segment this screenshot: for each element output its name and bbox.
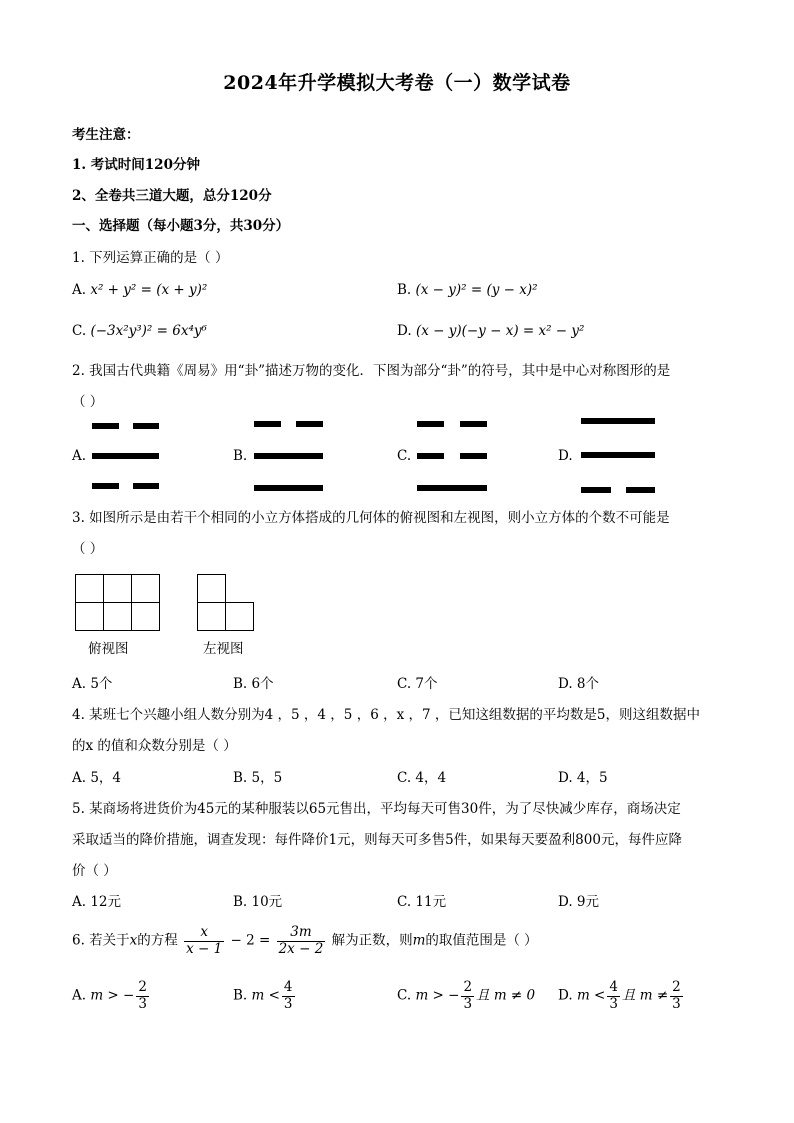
q1-c-label: C.: [72, 323, 87, 339]
q6-var-x: x: [129, 932, 138, 949]
q6-fraction-1: $\frac{x}{x - 1}$: [186, 924, 223, 957]
q2-label-d: D.: [558, 448, 573, 464]
notice-item-1: 1. 考试时间120分钟: [72, 157, 200, 173]
q3-top-view-caption: 俯视图: [88, 641, 129, 657]
q6-mid: 的方程: [137, 932, 178, 949]
q6-b-fraction: $\frac{4}{3}$: [283, 979, 293, 1012]
q5-stem-3: 价（ ）: [72, 863, 117, 879]
q6-var-m: m: [412, 932, 426, 949]
q6-fraction-2: $\frac{3m}{2x - 2}$: [278, 924, 324, 957]
q6-option-a: A. m > − $\frac{2}{3}$: [72, 979, 147, 1012]
section-heading: 一、选择题（每小题3分，共30分）: [72, 218, 290, 234]
page-title: 2024年升学模拟大考卷（一）数学试卷: [223, 72, 571, 94]
q2-paren: （ ）: [72, 394, 104, 410]
q1-stem: 1. 下列运算正确的是（ ）: [72, 250, 229, 266]
q2-label-c: C.: [397, 448, 412, 464]
notice-heading: 考生注意：: [72, 127, 140, 143]
q1-option-b: [397, 282, 538, 298]
q4-option-a: A. 5，4: [72, 770, 122, 786]
q6-option-c: C. m > − $\frac{2}{3}$ 且 m ≠ 0: [397, 979, 536, 1012]
q3-left-view-caption: 左视图: [203, 641, 244, 657]
q3-option-d: D. 8个: [558, 676, 600, 692]
q1-option-d: [397, 323, 584, 339]
q1-a-formula: x² + y² = (x + y)²: [90, 282, 208, 298]
q4-stem: 4. 某班七个兴趣小组人数分别为4 ，5 ，4 ，5 ，6 ，x ，7 ，已知这组数据的平均数是5，则这组数据中: [72, 707, 700, 723]
q6-option-d: D. m < $\frac{4}{3}$ 且 m ≠ $\frac{2}{3}$: [558, 979, 681, 1012]
q5-stem: 5. 某商场将进货价为45元的某种服装以65元售出，平均每天可售30件，为了尽快减少库存，商场决定: [72, 801, 681, 817]
q4-option-d: D. 4，5: [558, 770, 608, 786]
q3-option-b: B. 6个: [233, 676, 274, 692]
q1-option-c: [72, 323, 207, 339]
q2-label-a: A.: [72, 448, 87, 464]
q6-post-2: 的取值范围是（ ）: [425, 932, 538, 949]
q4-option-c: C. 4，4: [397, 770, 447, 786]
q5-option-b: B. 10元: [233, 894, 283, 910]
notice-item-2: 2、全卷共三道大题，总分120分: [72, 188, 272, 204]
q5-option-c: C. 11元: [397, 894, 447, 910]
q1-d-formula: (x − y)(−y − x) = x² − y²: [415, 323, 585, 339]
q5-stem-2: 采取适当的降价措施，调查发现：每件降价1元，则每天可多售5件，如果每天要盈利800元，每件应降: [72, 832, 682, 848]
q6-eq: − 2 =: [230, 932, 271, 949]
q5-option-d: D. 9元: [558, 894, 600, 910]
q1-a-label: A.: [72, 282, 87, 298]
q5-option-a: A. 12元: [72, 894, 122, 910]
q6-d-fraction-2: $\frac{2}{3}$: [672, 979, 681, 1012]
q4-option-b: B. 5，5: [233, 770, 283, 786]
q1-option-a: [72, 282, 207, 298]
q3-option-a: A. 5个: [72, 676, 113, 692]
q3-paren: （ ）: [72, 541, 104, 557]
q6-a-fraction: $\frac{2}{3}$: [138, 979, 147, 1012]
q4-stem-2: 的x 的值和众数分别是（ ）: [72, 738, 237, 754]
q2-stem: 2. 我国古代典籍《周易》用“卦”描述万物的变化．下图为部分“卦”的符号，其中是中心对称图形的是: [72, 363, 671, 379]
q1-d-label: D.: [397, 323, 412, 339]
q6-post: 解为正数，则: [331, 932, 413, 949]
q6-stem: [72, 925, 538, 957]
q6-c-fraction: $\frac{2}{3}$: [463, 979, 473, 1012]
q1-c-formula: (−3x²y³)² = 6x⁴y⁶: [90, 323, 207, 339]
q6-option-b: B. m < $\frac{4}{3}$: [233, 979, 293, 1012]
q1-b-label: B.: [397, 282, 412, 298]
q1-b-formula: (x − y)² = (y − x)²: [415, 282, 538, 298]
q2-label-b: B.: [233, 448, 248, 464]
q3-option-c: C. 7个: [397, 676, 438, 692]
q6-pre: 6. 若关于: [72, 932, 130, 949]
q3-stem: 3. 如图所示是由若干个相同的小立方体搭成的几何体的俯视图和左视图，则小立方体的个数不可能是: [72, 510, 670, 526]
q6-d-fraction: $\frac{4}{3}$: [609, 979, 618, 1012]
